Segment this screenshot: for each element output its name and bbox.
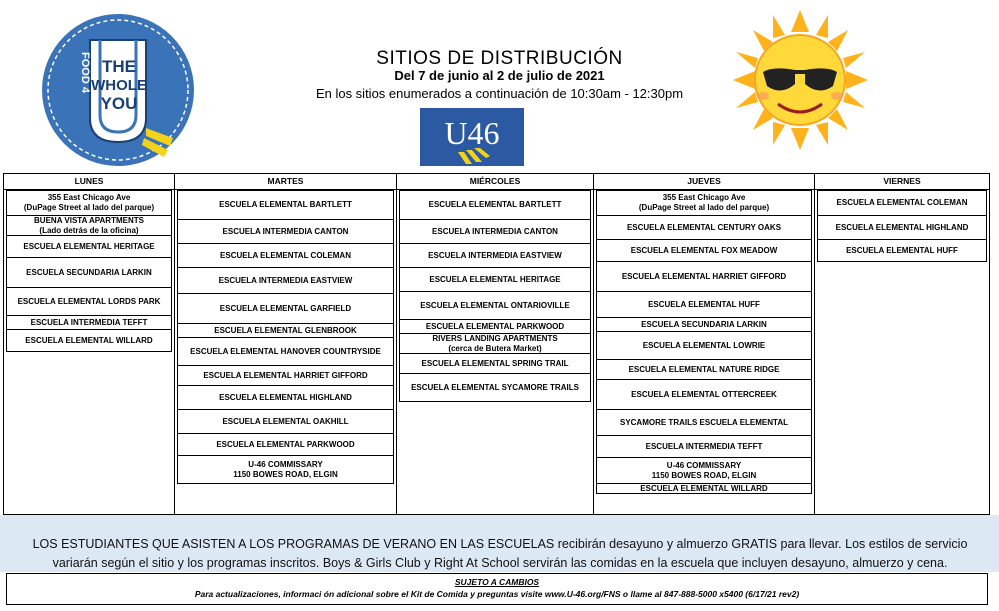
site-line: ESCUELA ELEMENTAL WILLARD [25, 335, 153, 345]
site-line: U-46 COMMISSARY [248, 459, 323, 469]
site-cell [817, 216, 987, 240]
site-cell [817, 190, 987, 216]
site-cell [6, 330, 172, 352]
site-line: ESCUELA ELEMENTAL HIGHLAND [835, 222, 969, 232]
site-line: ESCUELA SECUNDARIA LARKIN [26, 267, 152, 277]
site-line: SYCAMORE TRAILS ESCUELA ELEMENTAL [619, 417, 788, 427]
logo-text-side: FOOD 4 [79, 52, 91, 93]
distribution-sites-table [3, 173, 990, 515]
site-line: ESCUELA ELEMENTAL SYCAMORE TRAILS [411, 382, 579, 392]
site-cell [177, 456, 394, 484]
site-line: ESCUELA ELEMENTAL WILLARD [640, 483, 768, 493]
site-cell [177, 268, 394, 294]
site-line: ESCUELA ELEMENTAL OAKHILL [222, 416, 349, 426]
header [0, 0, 999, 172]
site-cell [399, 354, 591, 374]
site-line: 1150 BOWES ROAD, ELGIN [651, 470, 757, 480]
site-cell [6, 258, 172, 288]
notice-text: LOS ESTUDIANTES QUE ASISTEN A LOS PROGRAMAS DE VERANO EN LAS ESCUELAS recibirán desayuno y almuerzo GRATIS para llevar. Los estilos de servicio variarán según el sitio y los programas inscritos. Boys & Girls Club y Right At School servirán las comidas en la escuela que incluyen desayuno, almuerzo y cena. [32, 537, 968, 570]
day-column-jueves [594, 174, 815, 514]
site-cell [596, 318, 812, 332]
sun-sunglasses-icon [733, 10, 868, 150]
site-line: ESCUELA ELEMENTAL HUFF [648, 299, 760, 309]
site-line: 355 East Chicago Ave [47, 193, 131, 202]
site-line: ESCUELA ELEMENTAL SPRING TRAIL [421, 358, 569, 368]
site-cell [596, 216, 812, 240]
site-cell [177, 366, 394, 386]
site-line: ESCUELA ELEMENTAL BARTLETT [219, 200, 352, 209]
site-line: ESCUELA ELEMENTAL LOWRIE [642, 340, 766, 350]
site-cell [177, 338, 394, 366]
site-line: ESCUELA ELEMENTAL OTTERCREEK [631, 389, 777, 399]
site-line: (Lado detrás de la oficina) [39, 225, 139, 235]
subject-to-change: SUJETO A CAMBIOS [454, 577, 540, 587]
site-line: ESCUELA ELEMENTAL HARRIET GIFFORD [203, 370, 368, 380]
site-cell [596, 380, 812, 410]
site-cell [177, 190, 394, 220]
site-line: ESCUELA ELEMENTAL GLENBROOK [214, 325, 357, 335]
site-line: ESCUELA ELEMENTAL FOX MEADOW [630, 245, 778, 255]
site-line: ESCUELA ELEMENTAL LORDS PARK [17, 296, 161, 306]
site-line: ESCUELA ELEMENTAL HIGHLAND [219, 392, 352, 402]
site-line: ESCUELA ELEMENTAL NATURE RIDGE [628, 364, 780, 374]
site-cell [177, 386, 394, 410]
site-line: ESCUELA ELEMENTAL COLEMAN [836, 198, 968, 207]
site-cell [596, 240, 812, 262]
site-line: ESCUELA INTERMEDIA EASTVIEW [218, 275, 353, 285]
site-cell [596, 262, 812, 292]
site-cell [177, 220, 394, 244]
site-line: ESCUELA ELEMENTAL BARTLETT [428, 200, 562, 209]
site-line: BUENA VISTA APARTMENTS [34, 215, 144, 225]
site-cell [817, 240, 987, 262]
site-cell [596, 190, 812, 216]
site-line: ESCUELA INTERMEDIA TEFFT [645, 441, 763, 451]
site-line: ESCUELA ELEMENTAL ONTARIOVILLE [420, 300, 570, 310]
site-cell [596, 458, 812, 484]
logo-text-3: YOU [100, 94, 138, 113]
site-cell [399, 334, 591, 354]
service-hours: En los sitios enumerados a continuación de 10:30am - 12:30pm [315, 86, 684, 101]
site-line: ESCUELA ELEMENTAL HERITAGE [429, 274, 561, 284]
site-cell [6, 316, 172, 330]
day-header: LUNES [4, 174, 174, 190]
site-cell [177, 434, 394, 456]
site-cell [596, 360, 812, 380]
day-header: JUEVES [594, 174, 814, 190]
site-cell [6, 236, 172, 258]
site-line: 1150 BOWES ROAD, ELGIN [233, 469, 338, 479]
site-line: ESCUELA ELEMENTAL COLEMAN [220, 250, 351, 260]
site-cell [177, 410, 394, 434]
site-line: ESCUELA ELEMENTAL PARKWOOD [425, 321, 565, 331]
site-line: ESCUELA ELEMENTAL HUFF [846, 245, 958, 255]
day-header: MARTES [175, 174, 396, 190]
footer-contact-info: Para actualizaciones, informaci ón adicional sobre el Kit de Comida y preguntas visite www.U-46.org/FNS o llame al 847-888-5000 x5400 (6/17/21 rev2) [194, 589, 800, 599]
site-line: ESCUELA SECUNDARIA LARKIN [641, 319, 767, 329]
site-line: (DuPage Street al lado del parque) [638, 203, 770, 212]
site-line: ESCUELA ELEMENTAL HERITAGE [23, 241, 155, 251]
site-line: ESCUELA INTERMEDIA CANTON [432, 226, 558, 236]
site-cell [177, 244, 394, 268]
site-cell [6, 216, 172, 236]
site-cell [596, 292, 812, 318]
site-cell [596, 484, 812, 494]
site-cell [177, 324, 394, 338]
site-cell [399, 220, 591, 244]
site-line: ESCUELA ELEMENTAL HARRIET GIFFORD [621, 271, 787, 281]
site-cell [177, 294, 394, 324]
page-title: SITIOS DE DISTRIBUCIÓN [376, 48, 623, 69]
footer [6, 573, 988, 605]
site-line: 355 East Chicago Ave [662, 193, 746, 202]
site-cell [596, 436, 812, 458]
site-line: ESCUELA ELEMENTAL PARKWOOD [216, 439, 355, 449]
site-cell [399, 374, 591, 402]
site-line: ESCUELA INTERMEDIA EASTVIEW [428, 250, 562, 260]
site-cell [399, 292, 591, 320]
site-cell [399, 268, 591, 292]
site-line: ESCUELA INTERMEDIA TEFFT [30, 317, 148, 327]
site-line: RIVERS LANDING APARTMENTS [432, 333, 558, 343]
logo-text-1: THE [102, 57, 136, 76]
site-cell [596, 410, 812, 436]
site-cell [6, 288, 172, 316]
site-line: ESCUELA ELEMENTAL HANOVER COUNTRYSIDE [190, 346, 381, 356]
site-line: ESCUELA INTERMEDIA CANTON [222, 226, 349, 236]
site-line: (DuPage Street al lado del parque) [23, 203, 155, 212]
site-line: ESCUELA ELEMENTAL CENTURY OAKS [626, 222, 782, 232]
u46-logo [420, 108, 524, 166]
site-line: (cerca de Butera Market) [448, 343, 542, 353]
site-line: ESCUELA ELEMENTAL GARFIELD [219, 303, 352, 313]
day-header: MIÉRCOLES [397, 174, 593, 190]
site-line: U-46 COMMISSARY [666, 460, 742, 470]
day-column-viernes [815, 174, 989, 514]
day-column-martes [175, 174, 397, 514]
logo-text-2: WHOLE [91, 77, 147, 94]
summer-programs-notice [0, 515, 999, 572]
site-cell [399, 320, 591, 334]
day-column-lunes [4, 174, 175, 514]
site-cell [596, 332, 812, 360]
day-column-miércoles [397, 174, 594, 514]
site-cell [6, 190, 172, 216]
date-range: Del 7 de junio al 2 de julio de 2021 [394, 68, 605, 83]
u46-logo-text: U46 [444, 115, 500, 151]
site-cell [399, 244, 591, 268]
day-header: VIERNES [815, 174, 989, 190]
site-cell [399, 190, 591, 220]
